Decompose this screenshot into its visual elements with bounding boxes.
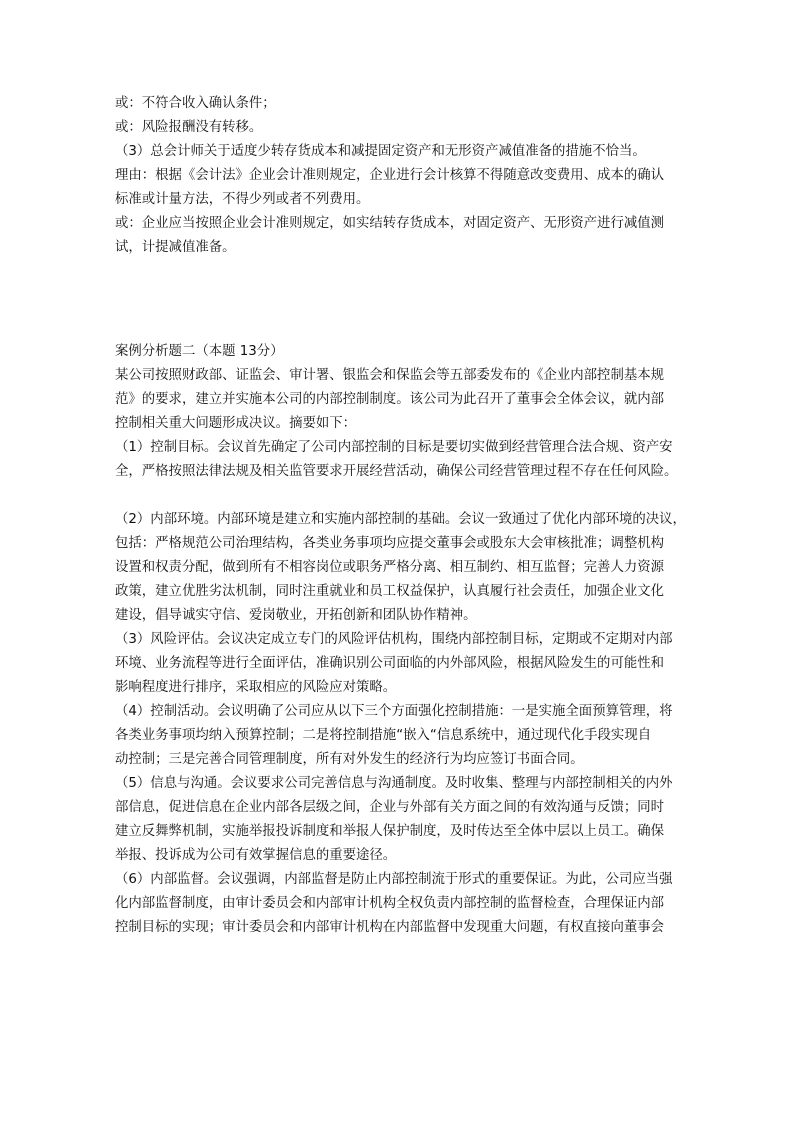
- text-line: 包括：严格规范公司治理结构，各类业务事项均应提交董事会或股东大会审核批准；调整机构: [115, 536, 665, 551]
- case-analysis-section: [115, 340, 705, 940]
- text-line: （5）信息与沟通。会议要求公司完善信息与沟通制度。及时收集、整理与内部控制相关的内外: [115, 776, 673, 791]
- answer-section: [115, 92, 705, 260]
- text-line: 设置和权责分配，做到所有不相容岗位或职务严格分离、相互制约、相互监督；完善人力资源: [115, 560, 665, 575]
- text-line: 政策，建立优胜劣汰机制，同时注重就业和员工权益保护，认真履行社会责任，加强企业文化: [115, 584, 665, 599]
- text-line: 标准或计量方法，不得少列或者不列费用。: [115, 192, 370, 207]
- text-line: 或：企业应当按照企业会计准则规定，如实结转存货成本，对固定资产、无形资产进行减值测: [115, 216, 665, 231]
- text-line: （1）控制目标。会议首先确定了公司内部控制的目标是要切实做到经营管理合法合规、资产安: [115, 440, 673, 455]
- text-line: （4）控制活动。会议明确了公司应从以下三个方面强化控制措施：一是实施全面预算管理，将: [115, 704, 673, 719]
- text-line: 举报、投诉成为公司有效掌握信息的重要途径。: [115, 848, 397, 863]
- text-line: 化内部监督制度，由审计委员会和内部审计机构全权负责内部控制的监督检查，合理保证内部: [115, 896, 665, 911]
- text-line: 或：不符合收入确认条件；: [115, 96, 276, 111]
- text-line: 各类业务事项均纳入预算控制；二是将控制措施“嵌入“信息系统中，通过现代化手段实现自: [115, 728, 652, 743]
- text-line: （6）内部监督。会议强调，内部监督是防止内部控制流于形式的重要保证。为此，公司应当强: [115, 872, 673, 887]
- text-line: 理由：根据《会计法》企业会计准则规定，企业进行会计核算不得随意改变费用、成本的确认: [115, 168, 665, 183]
- text-line: 某公司按照财政部、证监会、审计署、银监会和保监会等五部委发布的《企业内部控制基本规: [115, 368, 665, 383]
- text-line: 试，计提减值准备。: [115, 240, 236, 255]
- text-line: （3）风险评估。会议决定成立专门的风险评估机构，围绕内部控制目标，定期或不定期对内部: [115, 632, 673, 647]
- text-line: 或：风险报酬没有转移。: [115, 120, 263, 135]
- text-line: 控制目标的实现；审计委员会和内部审计机构在内部监督中发现重大问题，有权直接向董事会: [115, 920, 665, 935]
- blank-line: [115, 484, 705, 508]
- text-line: 动控制；三是完善合同管理制度，所有对外发生的经济行为均应签订书面合同。: [115, 752, 584, 767]
- text-line: 建设，倡导诚实守信、爱岗敬业，开拓创新和团队协作精神。: [115, 608, 477, 623]
- text-line: 建立反舞弊机制，实施举报投诉制度和举报人保护制度，及时传达至全体中层以上员工。确保: [115, 824, 665, 839]
- text-line: 环境、业务流程等进行全面评估，准确识别公司面临的内外部风险，根据风险发生的可能性和: [115, 656, 665, 671]
- text-line: （3）总会计师关于适度少转存货成本和减提固定资产和无形资产减值准备的措施不恰当。: [115, 144, 646, 159]
- text-line: 全，严格按照法律法规及相关监管要求开展经营活动，确保公司经营管理过程不存在任何风险。: [115, 464, 678, 479]
- text-line: 控制相关重大问题形成决议。摘要如下：: [115, 416, 357, 431]
- text-line: 影响程度进行排序，采取相应的风险应对策略。: [115, 680, 397, 695]
- section-title: 案例分析题二（本题 13分）: [115, 344, 284, 359]
- text-line: 范》的要求，建立并实施本公司的内部控制制度。该公司为此召开了董事会全体会议，就内部: [115, 392, 665, 407]
- text-line: 部信息，促进信息在企业内部各层级之间，企业与外部有关方面之间的有效沟通与反馈；同时: [115, 800, 665, 815]
- text-line: （2）内部环境。内部环境是建立和实施内部控制的基础。会议一致通过了优化内部环境的决议，: [115, 512, 686, 527]
